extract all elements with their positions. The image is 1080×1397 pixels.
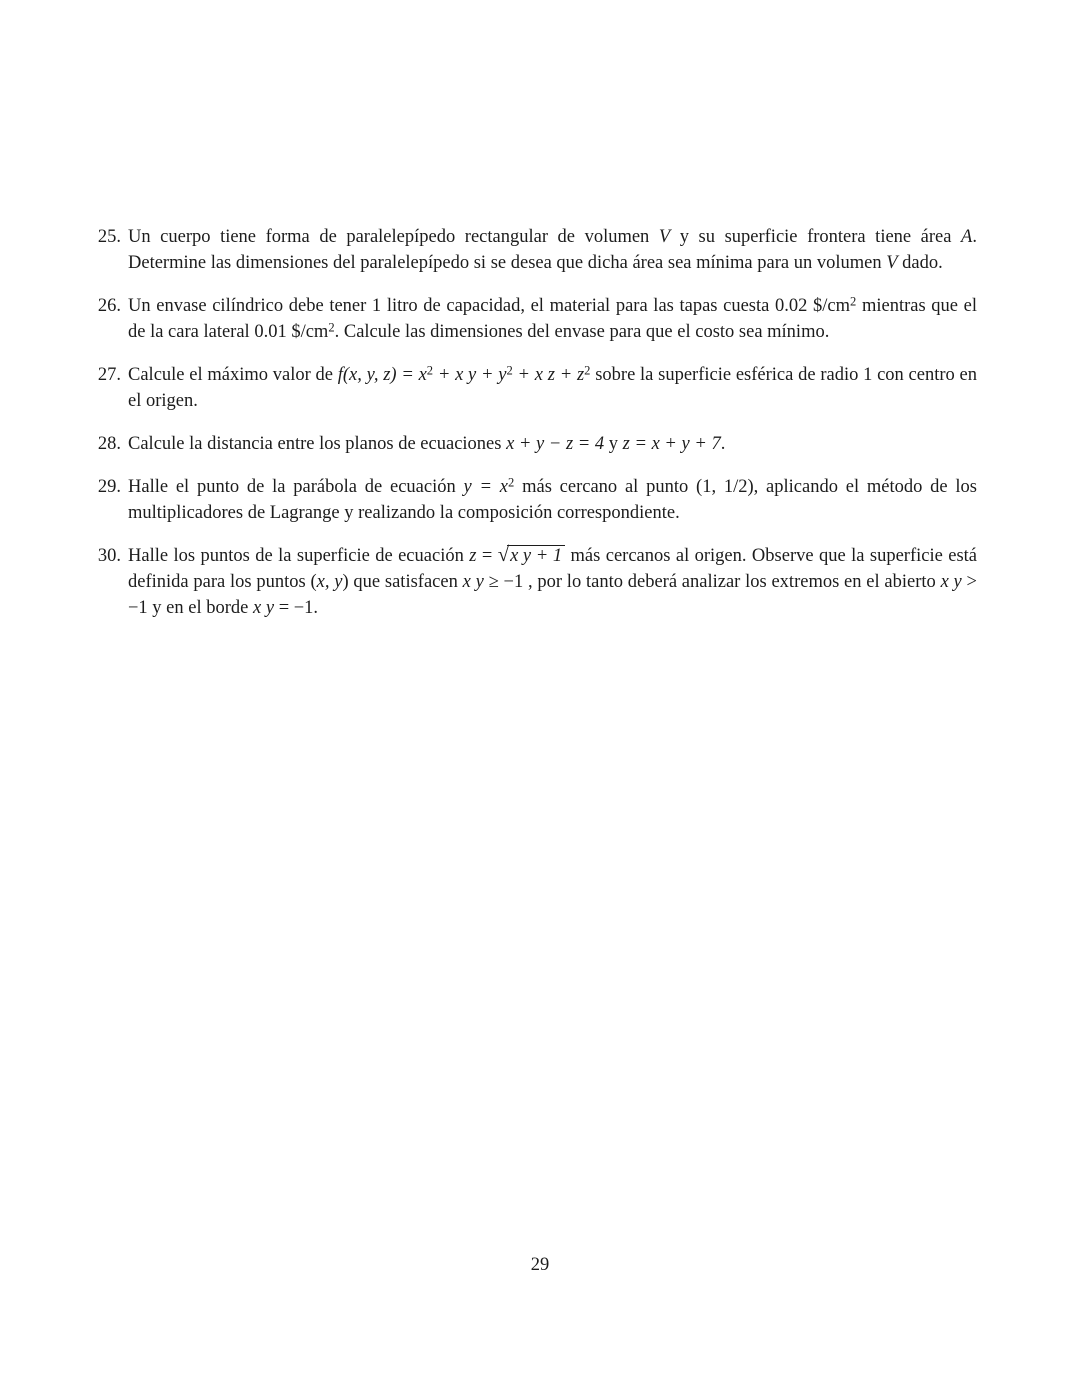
problem-list	[97, 224, 978, 638]
problem-number: 30.	[97, 546, 121, 566]
text-segment: 2	[426, 363, 434, 378]
problem-item	[97, 474, 978, 526]
text-segment: + x y + y	[433, 365, 507, 385]
problem-item	[97, 431, 977, 457]
text-segment: z = x + y + 7	[622, 434, 721, 454]
text-segment: Un cuerpo tiene forma de paralelepípedo rectangular de volumen	[128, 227, 659, 247]
text-segment: 2	[508, 475, 515, 490]
text-segment: . Calcule las dimensiones del envase para que el costo sea mínimo.	[334, 322, 830, 342]
text-segment: sobre la superficie esférica de radio 1 con centro en el origen.	[128, 365, 978, 411]
text-segment: x y + 1	[507, 545, 565, 567]
text-segment: Halle el punto de la parábola de ecuación	[128, 477, 464, 497]
problem-number: 27.	[97, 365, 121, 385]
problem-text	[128, 362, 977, 414]
problem-text	[128, 474, 977, 526]
text-segment: Halle los puntos de la superficie de ecuación	[128, 546, 470, 566]
problem-text	[128, 293, 977, 345]
text-segment: x, y	[316, 572, 343, 592]
text-segment: y su superficie frontera tiene área	[670, 227, 962, 247]
text-segment: x y	[462, 572, 484, 592]
text-segment: 2	[328, 320, 335, 335]
text-segment: A	[961, 227, 973, 247]
text-segment: 2	[506, 363, 513, 378]
problem-number: 28.	[97, 434, 121, 454]
text-segment: ≥ −1 , por lo tanto deberá analizar los extremos en el abierto	[483, 572, 941, 592]
text-segment: x y	[940, 572, 962, 592]
problem-item	[97, 543, 977, 621]
problem-number: 25.	[97, 227, 121, 247]
page-number: 29	[530, 1255, 550, 1275]
text-segment: f(x, y, z) = x	[337, 365, 427, 385]
text-segment: mientras que el de la cara lateral 0.01 $/cm	[128, 296, 977, 342]
radical-sign: √	[497, 544, 510, 566]
text-segment: 2	[584, 363, 591, 378]
problem-text	[128, 224, 977, 276]
text-segment: Un envase cilíndrico debe tener 1 litro de capacidad, el material para las tapas cuesta 0.02 $/cm	[128, 296, 851, 316]
text-segment: . Determine las dimensiones del paralelepípedo si se desea que dicha área sea mínima para un volumen	[128, 227, 977, 273]
text-segment: = −1.	[274, 598, 319, 618]
problem-text	[128, 431, 977, 457]
text-segment: V	[886, 253, 898, 273]
text-segment: .	[720, 434, 726, 454]
text-segment: más cercano al punto (1, 1/2), aplicando el método de los multiplicadores de Lagrange y realizando la composición correspondiente.	[128, 477, 978, 523]
text-segment: más cercanos al origen. Observe que la superficie está definida para los puntos (	[128, 546, 977, 592]
problem-number: 26.	[97, 296, 121, 316]
text-segment: dado.	[897, 253, 943, 273]
problem-item	[97, 293, 977, 345]
text-segment: Calcule el máximo valor de	[128, 365, 338, 385]
problem-text	[128, 543, 977, 621]
text-segment: ) que satisfacen	[342, 572, 463, 592]
text-segment: V	[658, 227, 671, 247]
problem-item	[97, 362, 978, 414]
problem-item	[97, 224, 977, 276]
text-segment: x y	[253, 598, 275, 618]
text-segment: y	[604, 434, 623, 454]
text-segment: 2	[850, 294, 857, 309]
text-segment: > −1 y en el borde	[128, 572, 977, 618]
text-segment: y = x	[463, 477, 509, 497]
text-segment: =	[476, 546, 498, 566]
text-segment: + x z + z	[512, 365, 585, 385]
text-segment: x + y − z = 4	[506, 434, 605, 454]
text-segment: Calcule la distancia entre los planos de ecuaciones	[128, 434, 507, 454]
text-segment: z	[469, 546, 477, 566]
problem-number: 29.	[97, 477, 121, 497]
